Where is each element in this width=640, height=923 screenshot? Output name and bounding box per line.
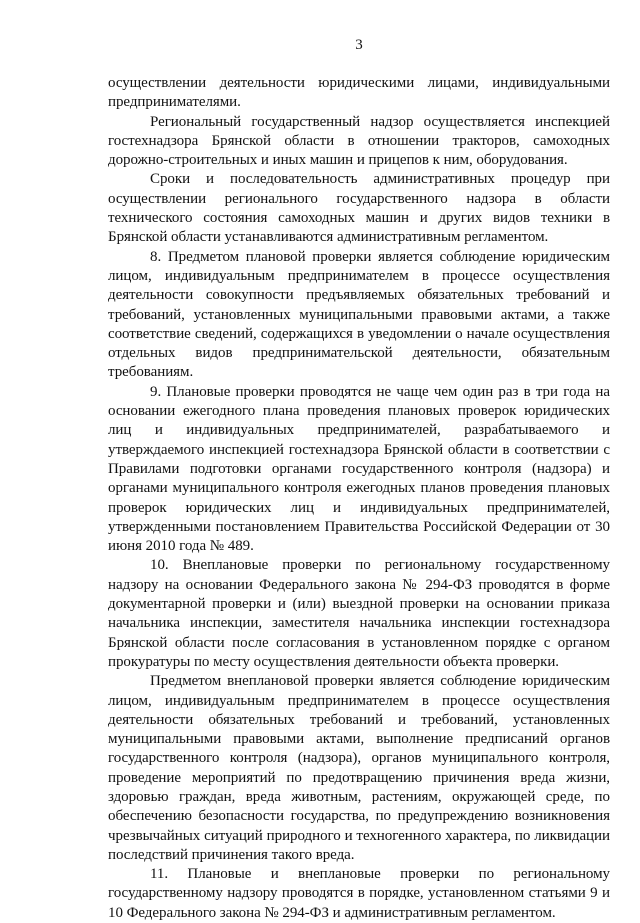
paragraph-item-11: 11. Плановые и внеплановые проверки по региональному государственному надзору проводятся в порядке, установленном статьями 9 и 10 Федерального закона № 294-ФЗ и административным регламентом. [108, 866, 610, 921]
paragraph-item-8: 8. Предметом плановой проверки является соблюдение юридическим лицом, индивидуальным предпринимателем в процессе осуществления деятельности совокупности предъявляемых обязательных требований и требований, установленных муниципальными правовыми актами, а также соответствие сведений, содержащихся в уведомлении о начале осуществления отдельных видов предпринимательской деятельности, обязательным требованиям. [108, 248, 610, 381]
paragraph-unscheduled-subject: Предметом внеплановой проверки является соблюдение юридическим лицом, индивидуальным предпринимателем в процессе осуществления деятельности обязательных требований и требований, установленных муниципальными правовыми актами, выполнение предписаний органов государственного контроля (надзора), органов муниципального контроля, проведение мероприятий по предотвращению причинения вреда жизни, здоровью граждан, вреда животным, растениям, окружающей среде, по обеспечению безопасности государства, по предупреждению возникновения чрезвычайных ситуаций природного и техногенного характера, по ликвидации последствий причинения такого вреда. [108, 673, 610, 863]
paragraph-procedure-terms: Сроки и последовательность административных процедур при осуществлении регионального государственного надзора в области технического состояния самоходных машин и других видов техники в Брянской области устанавливаются административным регламентом. [108, 171, 610, 246]
paragraph-continuation: осуществлении деятельности юридическими лицами, индивидуальными предпринимателями. [108, 75, 610, 111]
paragraph-item-10: 10. Внеплановые проверки по региональному государственному надзору на основании Федерального закона № 294-ФЗ проводятся в форме документарной проверки и (или) выездной проверки на основании приказа начальника инспекции, заместителя начальника инспекции гостехнадзора Брянской области после согласования в установленном порядке с органом прокуратуры по месту осуществления деятельности объекта проверки. [108, 557, 610, 670]
page-number: 3 [355, 37, 363, 53]
paragraph-regional-supervision: Региональный государственный надзор осуществляется инспекцией гостехнадзора Брянской области в отношении тракторов, самоходных дорожно-строительных и иных машин и прицепов к ним, оборудования. [108, 113, 610, 169]
paragraph-item-9: 9. Плановые проверки проводятся не чаще чем один раз в три года на основании ежегодного плана проведения плановых проверок юридических лиц и индивидуальных предпринимателей, разрабатываемого и утверждаемого инспекцией гостехнадзора Брянской области в соответствии с Правилами подготовки органами государственного контроля (надзора) и органами муниципального контроля ежегодных планов проведения плановых проверок юридических лиц и индивидуальных предпринимателей, утвержденными постановлением Правительства Российской Федерации от 30 июня 2010 года № 489. [108, 383, 610, 555]
